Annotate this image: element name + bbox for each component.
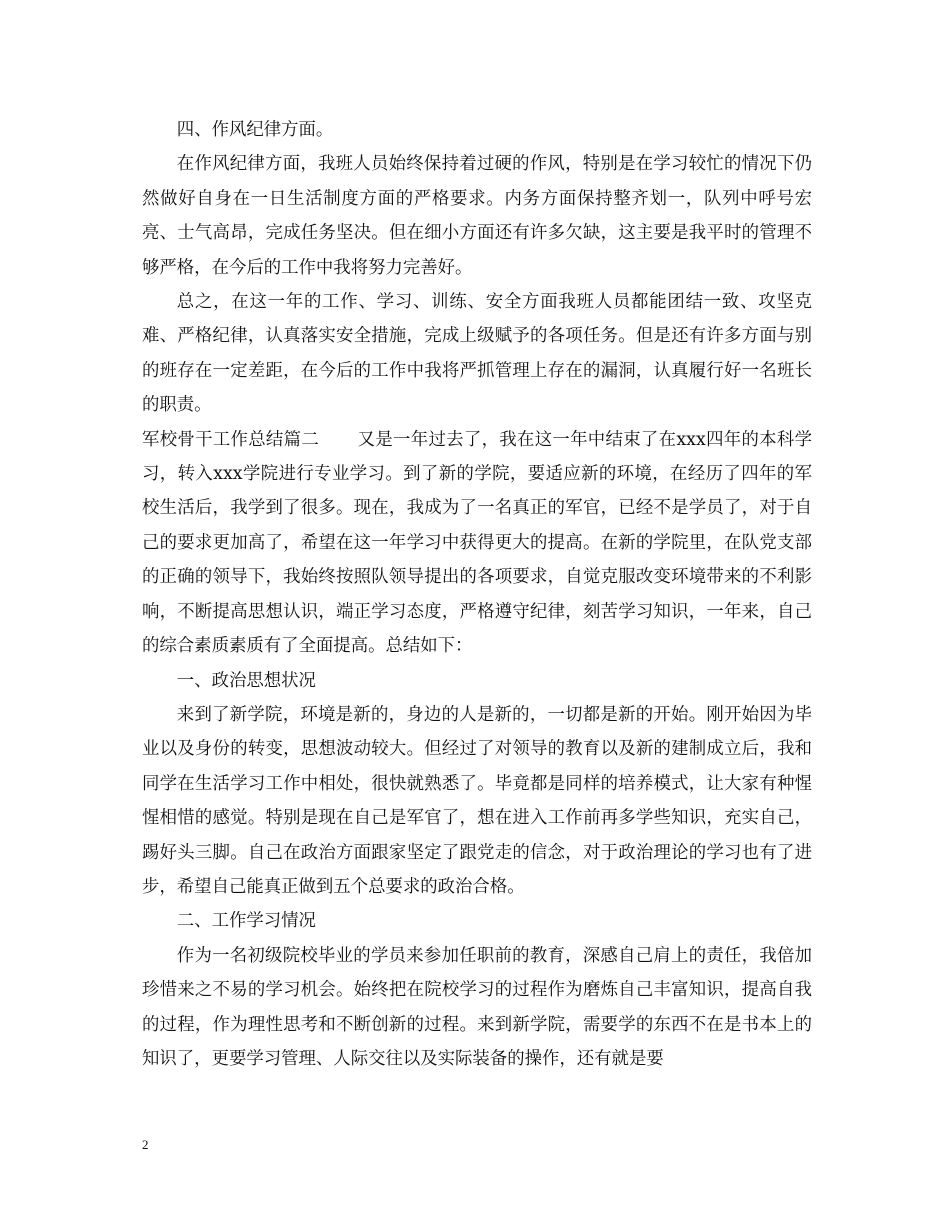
paragraph-politics: 来到了新学院，环境是新的，身边的人是新的，一切都是新的开始。刚开始因为毕业以及身份的转变，思想波动较大。但经过了对领导的教育以及新的建制成立后，我和同学在生活学习工作中相处，很快就熟悉了。毕竟都是同样的培养模式，让大家有种惺惺相惜的感觉。特别是现在自己是军官了，想在进入工作前再多学些知识，充实自己，踢好头三脚。自己在政治方面跟家坚定了跟党走的信念，对于政治理论的学习也有了进步，希望自己能真正做到五个总要求的政治合格。 [142, 704, 812, 897]
section-two-title: 军校骨干工作总结篇二 [142, 429, 320, 450]
section-heading-work-study: 二、工作学习情况 [176, 911, 316, 932]
page-number: 2 [142, 1137, 149, 1152]
section-heading-discipline: 四、作风纪律方面。 [176, 120, 334, 140]
paragraph-discipline: 在作风纪律方面，我班人员始终保持着过硬的作风，特别是在学习较忙的情况下仍然做好自身在一日生活制度方面的严格要求。内务方面保持整齐划一，队列中呼号宏亮、士气高昂，完成任务坚决。但在细小方面还有许多欠缺，这主要是我平时的管理不够严格，在今后的工作中我将努力完善好。 [142, 154, 812, 278]
section-two-intro: 又是一年过去了，我在这一年中结束了在xxx四年的本科学习，转入xxx学院进行专业学习。到了新的学院，要适应新的环境，在经历了四年的军校生活后，我学到了很多。现在，我成为了一名真正的军官，已经不是学员了，对于自己的要求更加高了，希望在这一年学习中获得更大的提高。在新的学院里，在队党支部的正确的领导下，我始终按照队领导提出的各项要求，自觉克服改变环境带来的不利影响，不断提高思想认识，端正学习态度，严格遵守纪律，刻苦学习知识，一年来，自己的综合素质素质有了全面提高。总结如下： [142, 429, 812, 657]
paragraph-conclusion: 总之，在这一年的工作、学习、训练、安全方面我班人员都能团结一致、攻坚克难、严格纪律，认真落实安全措施，完成上级赋予的各项任务。但是还有许多方面与别的班存在一定差距，在今后的工作中我将严抓管理上存在的漏洞，认真履行好一名班长的职责。 [142, 292, 812, 416]
section-two-block [142, 423, 812, 664]
paragraph-work-study: 作为一名初级院校毕业的学员来参加任职前的教育，深感自己肩上的责任，我倍加珍惜来之不易的学习机会。始终把在院校学习的过程作为磨炼自己丰富知识，提高自我的过程，作为理性思考和不断创新的过程。来到新学院，需要学的东西不在是书本上的知识了，更要学习管理、人际交往以及实际装备的操作，还有就是要 [142, 945, 812, 1069]
section-heading-politics: 一、政治思想状况 [176, 670, 316, 691]
document-body [142, 113, 812, 1076]
